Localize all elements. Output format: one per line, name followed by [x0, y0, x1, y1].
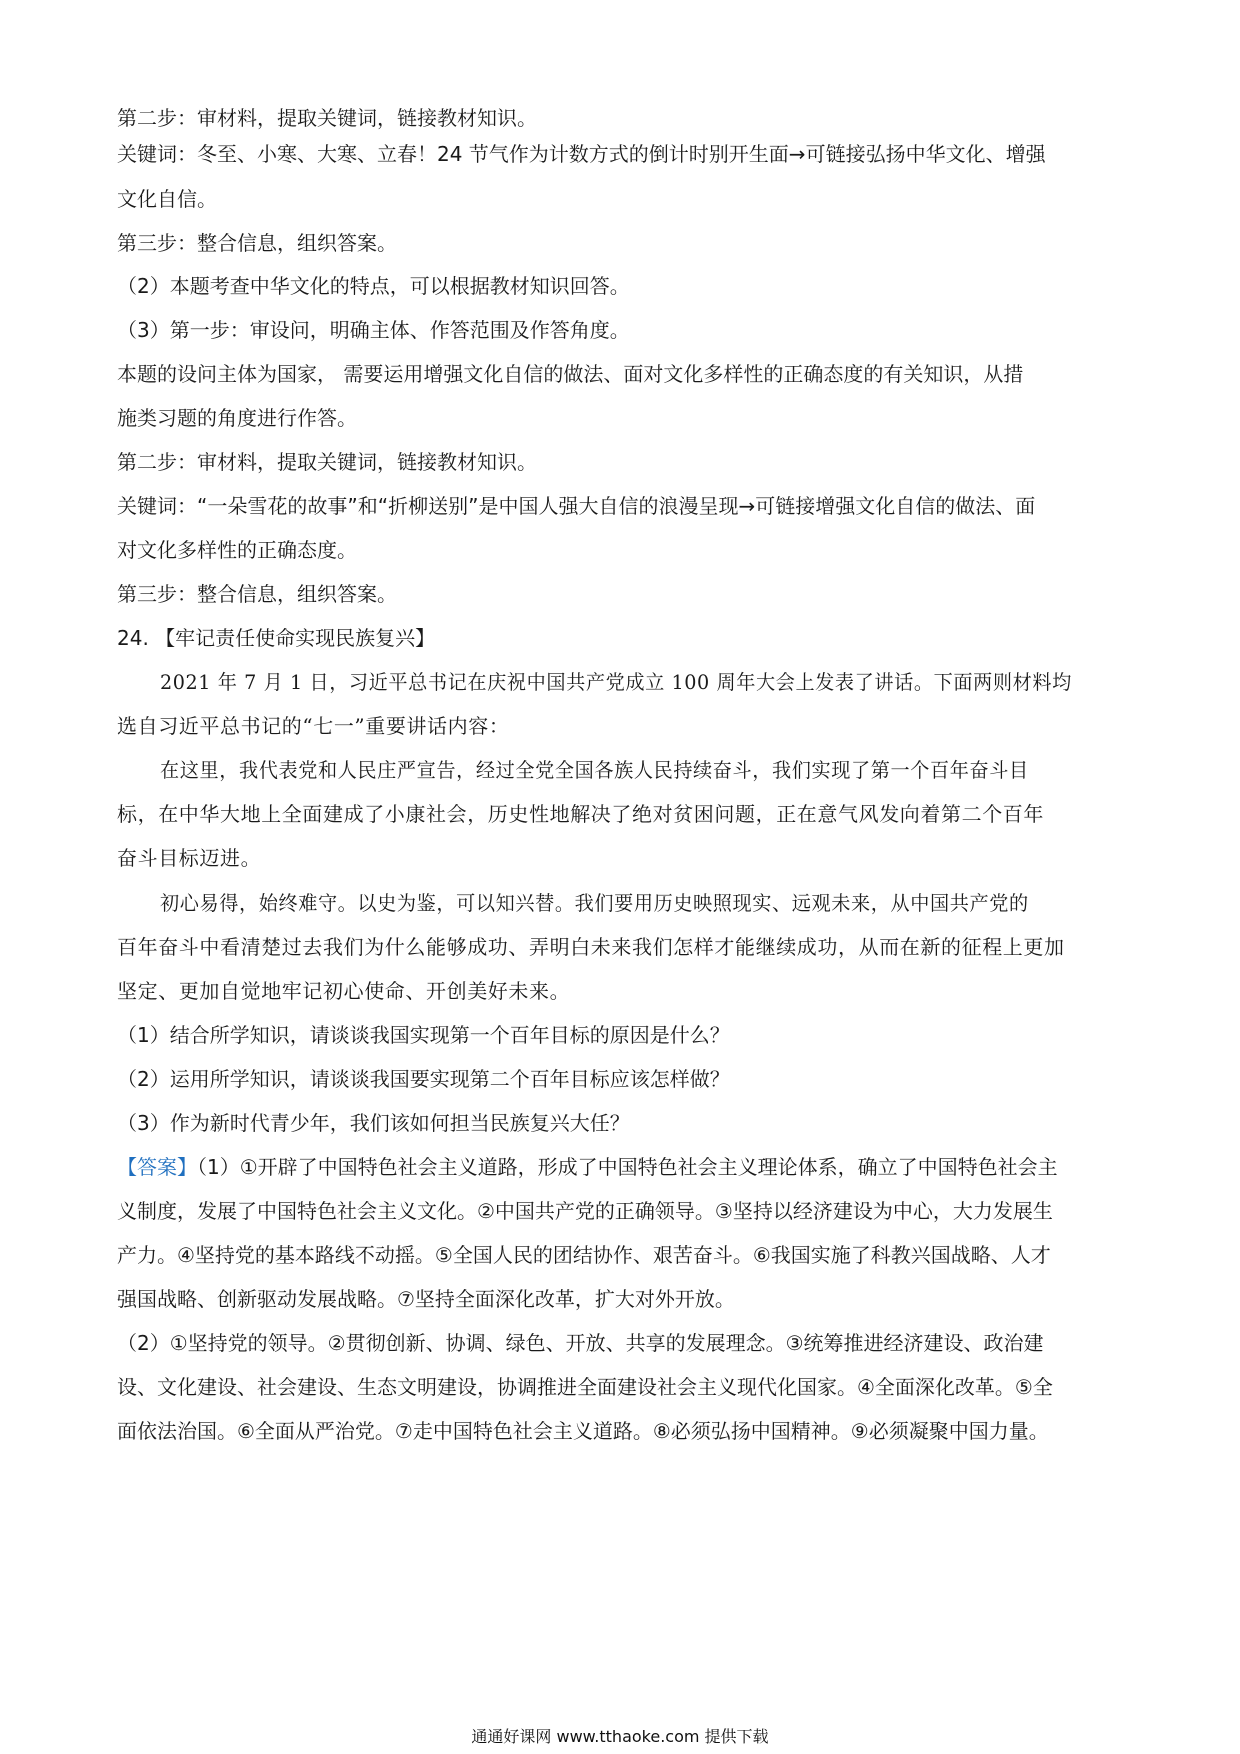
answer-2-note: （2）本题考查中华文化的特点，可以根据教材知识回答。: [117, 274, 630, 298]
answer-line: 面依法治国。⑥全面从严治党。⑦走中国特色社会主义道路。⑧必须弘扬中国精神。⑨必须凝聚中国力量。: [117, 1419, 1049, 1443]
material-1-line: 奋斗目标迈进。: [117, 846, 262, 870]
subject-line-cont: 施类习题的角度进行作答。: [117, 406, 357, 430]
subject-line: 本题的设问主体为国家， 需要运用增强文化自信的做法、面对文化多样性的正确态度的有关知识，从措: [117, 362, 1024, 386]
material-intro: 2021 年 7 月 1 日，习近平总书记在庆祝中国共产党成立 100 周年大会上发表了讲话。下面两则材料均: [160, 670, 1072, 694]
material-2-line: 百年奋斗中看清楚过去我们为什么能够成功、弄明白未来我们怎样才能继续成功，从而在新的征程上更加: [117, 935, 1065, 959]
answer-line: 设、文化建设、社会建设、生态文明建设，协调推进全面建设社会主义现代化国家。④全面深化改革。⑤全: [117, 1375, 1053, 1399]
question-2: （2）运用所学知识，请谈谈我国要实现第二个百年目标应该怎样做？: [117, 1067, 730, 1091]
page-footer: 通通好课网 www.tthaoke.com 提供下载: [471, 1727, 769, 1746]
material-2-line: 坚定、更加自觉地牢记初心使命、开创美好未来。: [117, 979, 571, 1003]
keywords-line-b-cont: 对文化多样性的正确态度。: [117, 538, 357, 562]
answer-1-line: [117, 1153, 1127, 1181]
keywords-line-b: 关键词：“一朵雪花的故事”和“折柳送别”是中国人强大自信的浪漫呈现→可链接增强文化自信的做法、面: [117, 494, 1036, 518]
answer-line: 义制度，发展了中国特色社会主义文化。②中国共产党的正确领导。③坚持以经济建设为中心，大力发展生: [117, 1199, 1053, 1223]
answer-tag: 【答案】: [117, 1155, 197, 1179]
answer-3-step1: （3）第一步：审设问，明确主体、作答范围及作答角度。: [117, 318, 630, 342]
material-1-line: 在这里，我代表党和人民庄严宣告，经过全党全国各族人民持续奋斗，我们实现了第一个百年奋斗目: [160, 758, 1029, 782]
step3-line-b: 第三步：整合信息，组织答案。: [117, 582, 397, 606]
material-1-line: 标，在中华大地上全面建成了小康社会，历史性地解决了绝对贫困问题，正在意气风发向着第二个百年: [117, 802, 1044, 826]
step2-line-b: 第二步：审材料，提取关键词，链接教材知识。: [117, 450, 537, 474]
question-1: （1）结合所学知识，请谈谈我国实现第一个百年目标的原因是什么？: [117, 1023, 730, 1047]
keywords-line: 关键词：冬至、小寒、大寒、立春！24 节气作为计数方式的倒计时别开生面→可链接弘扬中华文化、增强: [117, 142, 1046, 166]
answer-line: 产力。④坚持党的基本路线不动摇。⑤全国人民的团结协作、艰苦奋斗。⑥我国实施了科教兴国战略、人才: [117, 1243, 1051, 1267]
question-24-title: 24. 【牢记责任使命实现民族复兴】: [117, 626, 436, 650]
answer-1-text: （1）①开辟了中国特色社会主义道路，形成了中国特色社会主义理论体系，确立了中国特色社会主: [197, 1155, 1058, 1179]
material-2-line: 初心易得，始终难守。以史为鉴，可以知兴替。我们要用历史映照现实、远观未来，从中国共产党的: [160, 891, 1029, 915]
material-intro-cont: 选自习近平总书记的“七一”重要讲话内容：: [117, 714, 510, 738]
step2-line: 第二步：审材料，提取关键词，链接教材知识。: [117, 106, 537, 130]
keywords-line-cont: 文化自信。: [117, 187, 217, 211]
step3-line: 第三步：整合信息，组织答案。: [117, 231, 397, 255]
answer-line: 强国战略、创新驱动发展战略。⑦坚持全面深化改革，扩大对外开放。: [117, 1287, 735, 1311]
answer-line: （2）①坚持党的领导。②贯彻创新、协调、绿色、开放、共享的发展理念。③统筹推进经济建设、政治建: [117, 1331, 1044, 1355]
question-3: （3）作为新时代青少年，我们该如何担当民族复兴大任？: [117, 1111, 630, 1135]
